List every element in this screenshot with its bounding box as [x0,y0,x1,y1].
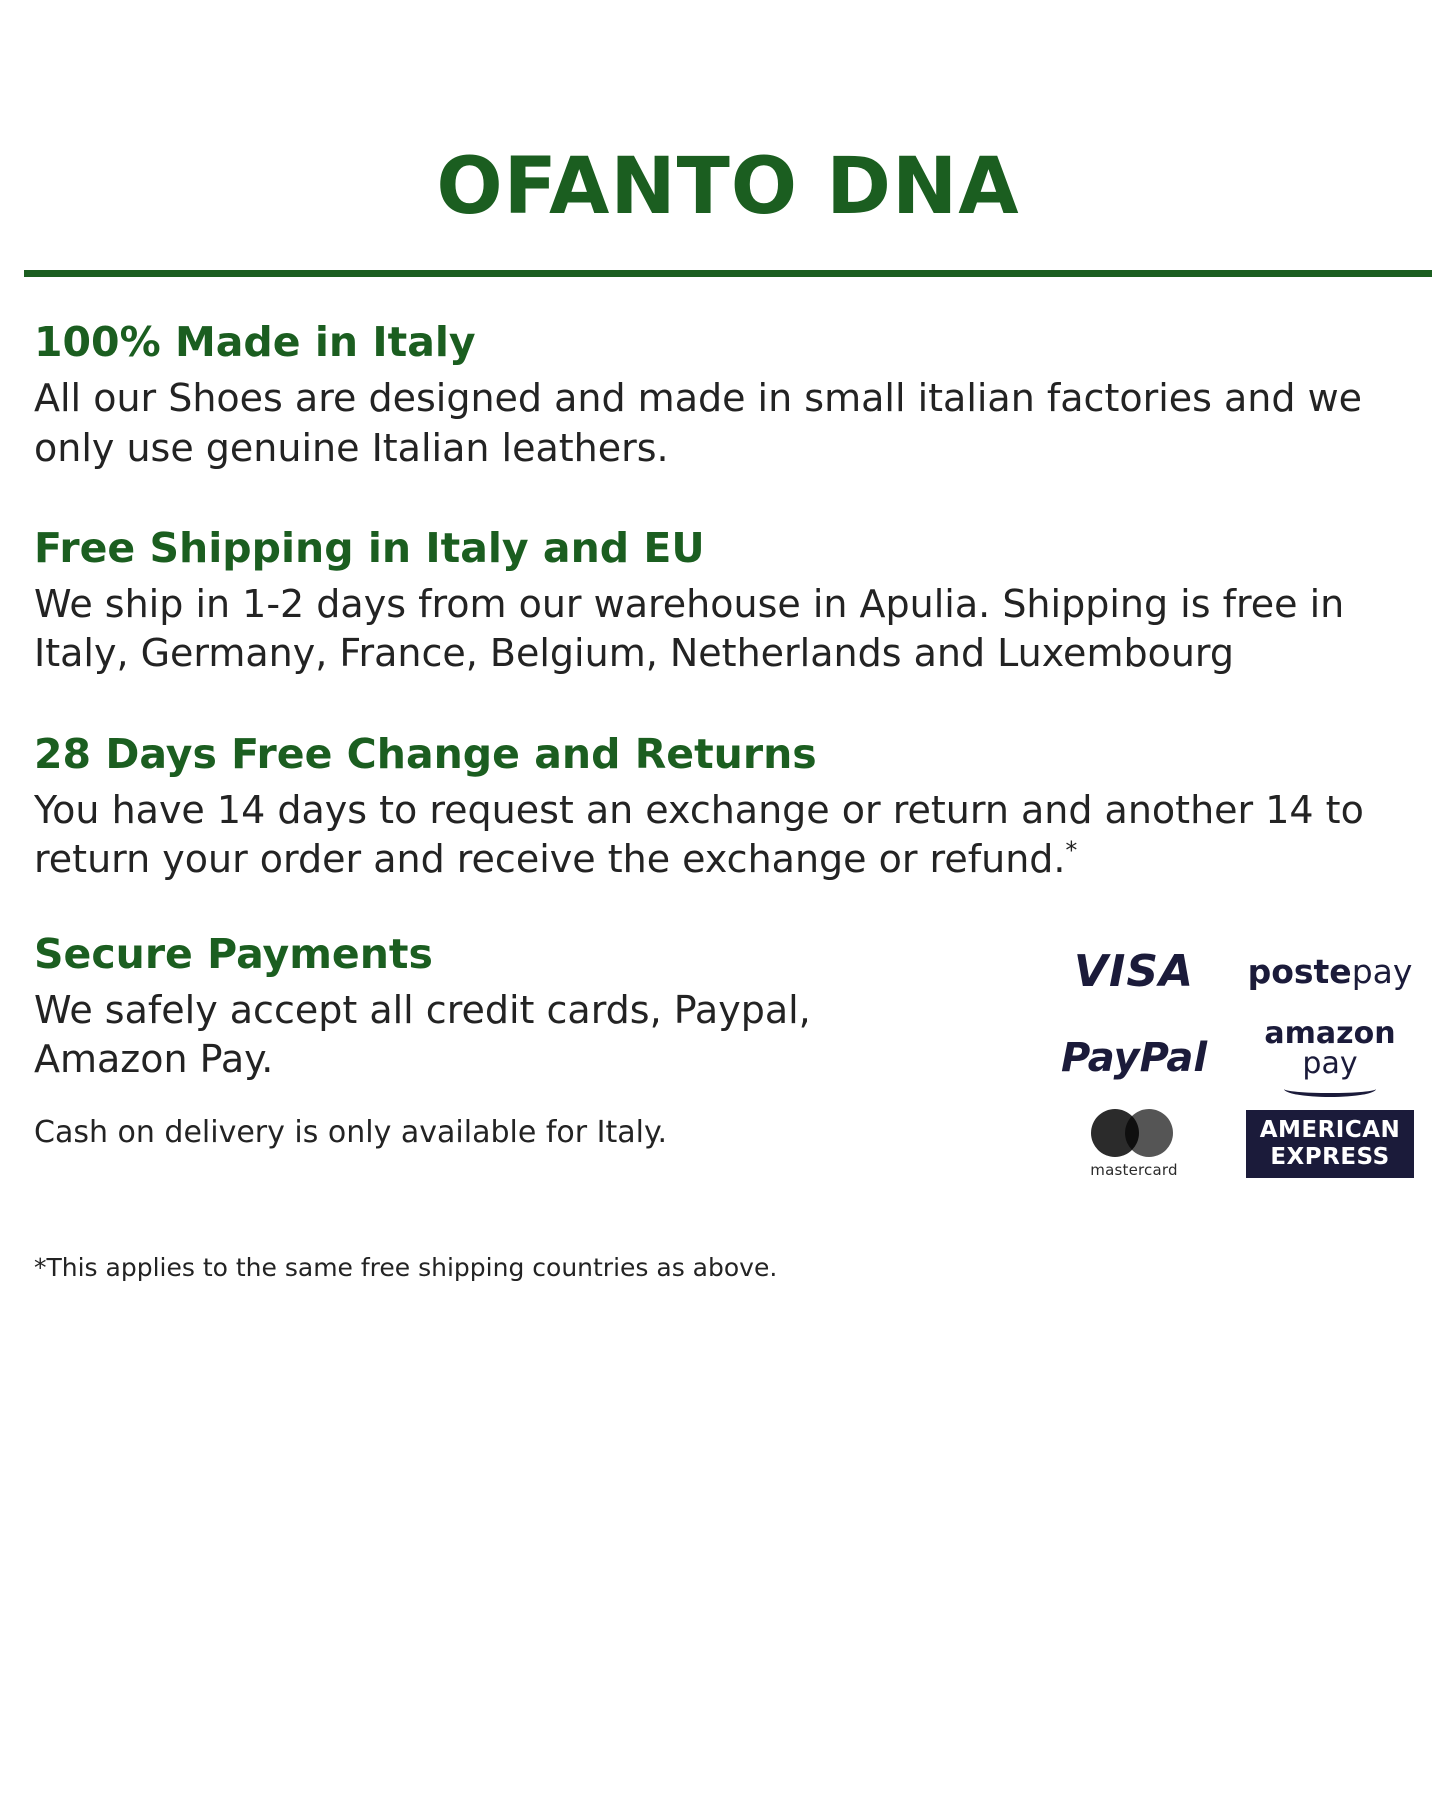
amazon-smile-icon [1284,1081,1376,1097]
section-made-in-italy [34,319,1422,473]
mastercard-circle-right [1125,1109,1173,1157]
footnote: *This applies to the same free shipping countries as above. [34,1252,778,1282]
payments-text [34,931,864,1150]
section-free-shipping [34,525,1422,679]
section-heading: Secure Payments [34,929,433,978]
mastercard-circles-icon [1091,1109,1177,1157]
mastercard-logo-label: mastercard [1090,1160,1178,1179]
cash-on-delivery-note: Cash on delivery is only available for Italy. [34,1114,667,1150]
section-returns [34,731,1422,885]
section-heading: 100% Made in Italy [34,318,476,366]
section-body: We ship in 1-2 days from our warehouse in Apulia. Shipping is free in Italy, Germany, France, Belgium, Netherlands and Luxembourg [34,582,1345,676]
postepay-logo-label [1248,952,1413,991]
mastercard-logo [1074,1113,1194,1179]
title-divider [24,270,1432,277]
section-body: We safely accept all credit cards, Paypal, Amazon Pay. [34,987,811,1082]
payment-logos [1042,941,1422,1179]
section-secure-payments [34,929,1422,1179]
section-heading: 28 Days Free Change and Returns [34,729,817,778]
amazon-pay-logo-label [1238,1015,1422,1097]
paypal-logo [1061,1027,1207,1089]
section-heading: Free Shipping in Italy and EU [34,523,705,572]
paypal-logo-label [1061,1035,1207,1081]
page-title: OFANTO DNA [436,142,1020,232]
amazon-pay-logo-rest: pay [1302,1045,1358,1081]
section-body [34,786,1422,885]
amex-logo-line2: EXPRESS [1270,1143,1390,1170]
american-express-logo [1246,1113,1414,1175]
paypal-logo-rest: Pal [1139,1034,1208,1081]
amex-logo-line1: AMERICAN [1259,1116,1401,1143]
postepay-logo-rest: pay [1351,952,1413,992]
paypal-logo-strong: Pay [1060,1034,1140,1081]
postepay-logo-strong: poste [1247,952,1352,992]
section-body-text: You have 14 days to request an exchange or return and another 14 to return your order and receive the exchange or refund. [34,787,1364,882]
asterisk-marker: * [1065,836,1078,865]
amazon-pay-logo [1238,1015,1422,1089]
content-area [0,277,1456,1282]
amazon-pay-logo-strong: amazon [1264,1015,1396,1051]
postepay-logo [1248,941,1413,1003]
visa-logo [1074,941,1194,1003]
section-body: All our Shoes are designed and made in small italian factories and we only use genuine Italian leathers. [34,376,1363,470]
visa-logo-label: VISA [1073,946,1195,998]
